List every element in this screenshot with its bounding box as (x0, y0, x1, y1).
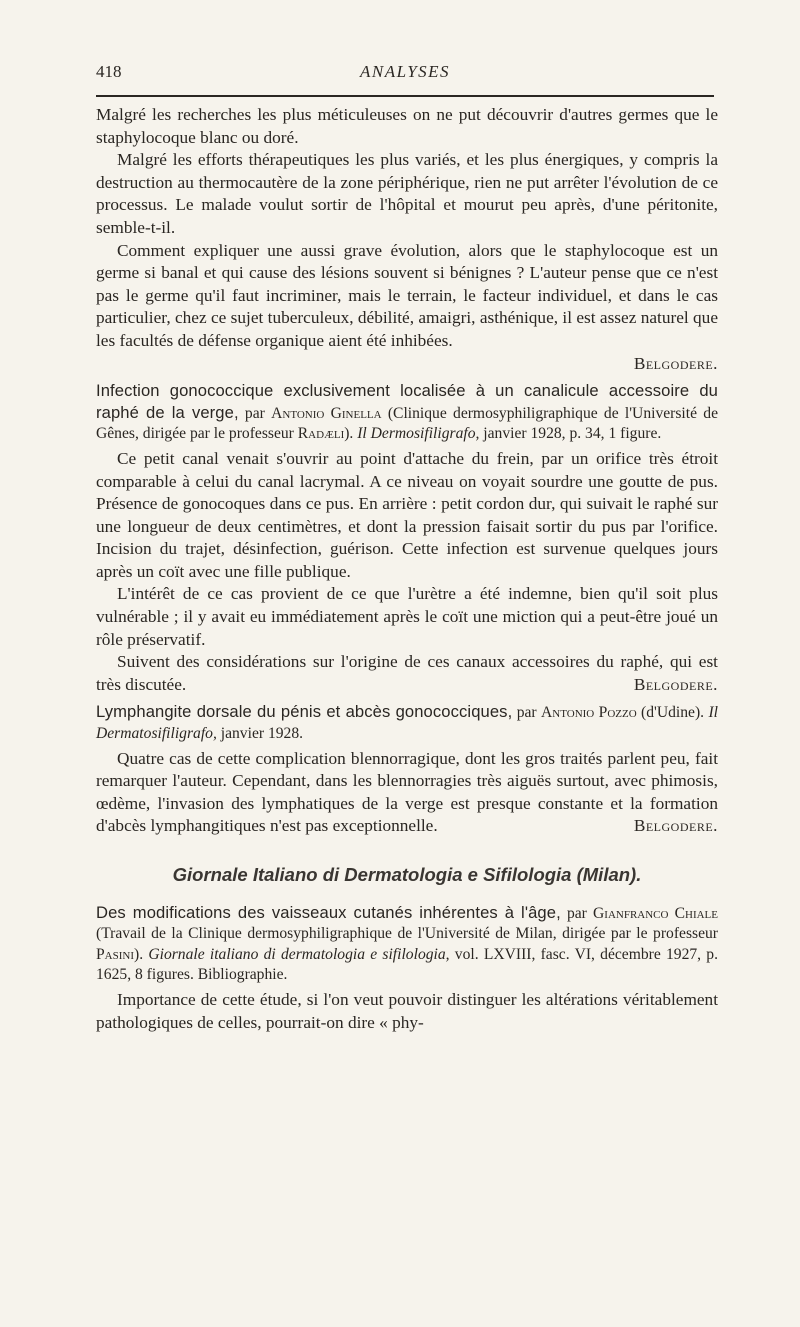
article-heading: Infection gonococcique exclusivement localisée à un canalicule accessoire du raphé de la verge, par Antonio Ginella (Clinique dermosyphiligraphique de l'Université de Gênes, dirigée par le professeur Radæli). Il Dermosifiligrafo, janvier 1928, p. 34, 1 figure. (96, 381, 719, 443)
signature: Belgodere. (633, 674, 718, 694)
article-journal: Il Dermosifiligrafo, (357, 425, 480, 443)
signature: Belgodere. (633, 816, 718, 836)
article-title: Des modifications des vaisseaux cutanés inhérentes à l'âge, (96, 902, 561, 922)
body-paragraph: Importance de cette étude, si l'on veut pouvoir distinguer les altérations véritablement pathologiques de celles, pourrait-on dire « phy- (96, 989, 718, 1032)
journal-heading: Giornale Italiano di Dermatologia e Sifilologia (Milan). (172, 864, 642, 885)
article-professor: Pasini (96, 945, 135, 963)
article-author: Gianfranco Chiale (593, 904, 718, 922)
body-paragraph: Quatre cas de cette complication blennorragique, dont les gros traités parlent peu, fait remarquer l'auteur. Cependant, dans les blennorragies très aiguës surtout, avec phimosis, œdème, l'invasion des lymphatiques de la verge est presque constante et la formation d'abcès lymphangitiques n'est pas exceptionnelle. Belgodere. (96, 748, 718, 838)
article-citation: vol. LXVIII, fasc. VI, décembre 1927, p. 1625, 8 figures. Bibliographie. (96, 945, 718, 984)
article-title: Lymphangite dorsale du pénis et abcès gonococciques, (96, 702, 513, 722)
body-paragraph: L'intérêt de ce cas provient de ce que l'urètre a été indemne, bien qu'il soit plus vulnérable ; il y avait eu immédiatement après le coït une miction qui a peut-être joué un rôle préservatif. (96, 584, 718, 649)
article-citation: janvier 1928. (216, 725, 304, 743)
article-professor: Radæli (297, 425, 345, 443)
article-journal: Giornale italiano di dermatologia e sifilologia, (148, 945, 450, 963)
signature: Belgodere. (633, 353, 718, 373)
page-content (96, 104, 718, 1034)
body-paragraph: Suivent des considérations sur l'origine de ces canaux accessoires du raphé, qui est très discutée. Belgodere. (96, 651, 718, 696)
page-header (96, 62, 714, 86)
body-paragraph: Ce petit canal venait s'ouvrir au point d'attache du frein, par un orifice très étroit comparable à celui du canal lacrymal. A ce niveau on voyait sourdre une goutte de pus. Présence de gonocoques dans ce pus. En arrière : petit cordon dur, qui suivait le raphé sur une longueur de deux centimètres, et dont la pression faisait sortir du pus par l'orifice. Incision du trajet, désinfection, guérison. Cette infection est survenue quelques jours après un coït avec une fille publique. (96, 448, 718, 581)
article-journal: Il Dermatosifiligrafo, (96, 704, 718, 743)
article-heading: Des modifications des vaisseaux cutanés inhérentes à l'âge, par Gianfranco Chiale (Travail de la Clinique dermosyphiligraphique de l'Université de Milan, dirigée par le professeur Pasini). Giornale italiano di dermatologia e sifilologia, vol. LXVIII, fasc. VI, décembre 1927, p. 1625, 8 figures. Bibliographie. (96, 902, 718, 984)
header-rule (96, 95, 714, 97)
article-author: Antonio Ginella (271, 404, 382, 422)
article-body (96, 448, 718, 697)
article-citation: janvier 1928, p. 34, 1 figure. (479, 425, 662, 443)
article-title: Infection gonococcique exclusivement localisée à un canalicule accessoire du raphé de la verge, (96, 381, 718, 422)
article-author: Antonio Pozzo (541, 704, 637, 722)
article-body (96, 989, 718, 1034)
running-title: ANALYSES (359, 62, 451, 81)
page-number: 418 (96, 62, 122, 81)
article-body (96, 748, 718, 838)
body-paragraph: Malgré les efforts thérapeutiques les plus variés, et les plus énergiques, y compris la destruction au thermocautère de la zone périphérique, rien ne put arrêter l'évolution de ce processus. Le malade voulut sortir de l'hôpital et mourut peu après, d'une péritonite, semble-t-il. (96, 150, 718, 237)
body-paragraph: Malgré les recherches les plus méticuleuses on ne put découvrir d'autres germes que le staphylocoque blanc ou doré. (96, 105, 718, 147)
body-paragraph: Comment expliquer une aussi grave évolution, alors que le staphylocoque est un germe si banal et qui cause des lésions souvent si bénignes ? L'auteur pense que ce n'est pas le germe qu'il faut incriminer, mais le terrain, le facteur individuel, et dans le cas particulier, chez ce sujet tuberculeux, débilité, amaigri, asthénique, il est assez naturel que les facultés de défense organique aient été inhibées. (96, 240, 718, 350)
article-heading: Lymphangite dorsale du pénis et abcès gonococciques, par Antonio Pozzo (d'Udine). Il Dermatosifiligrafo, janvier 1928. (96, 702, 718, 743)
